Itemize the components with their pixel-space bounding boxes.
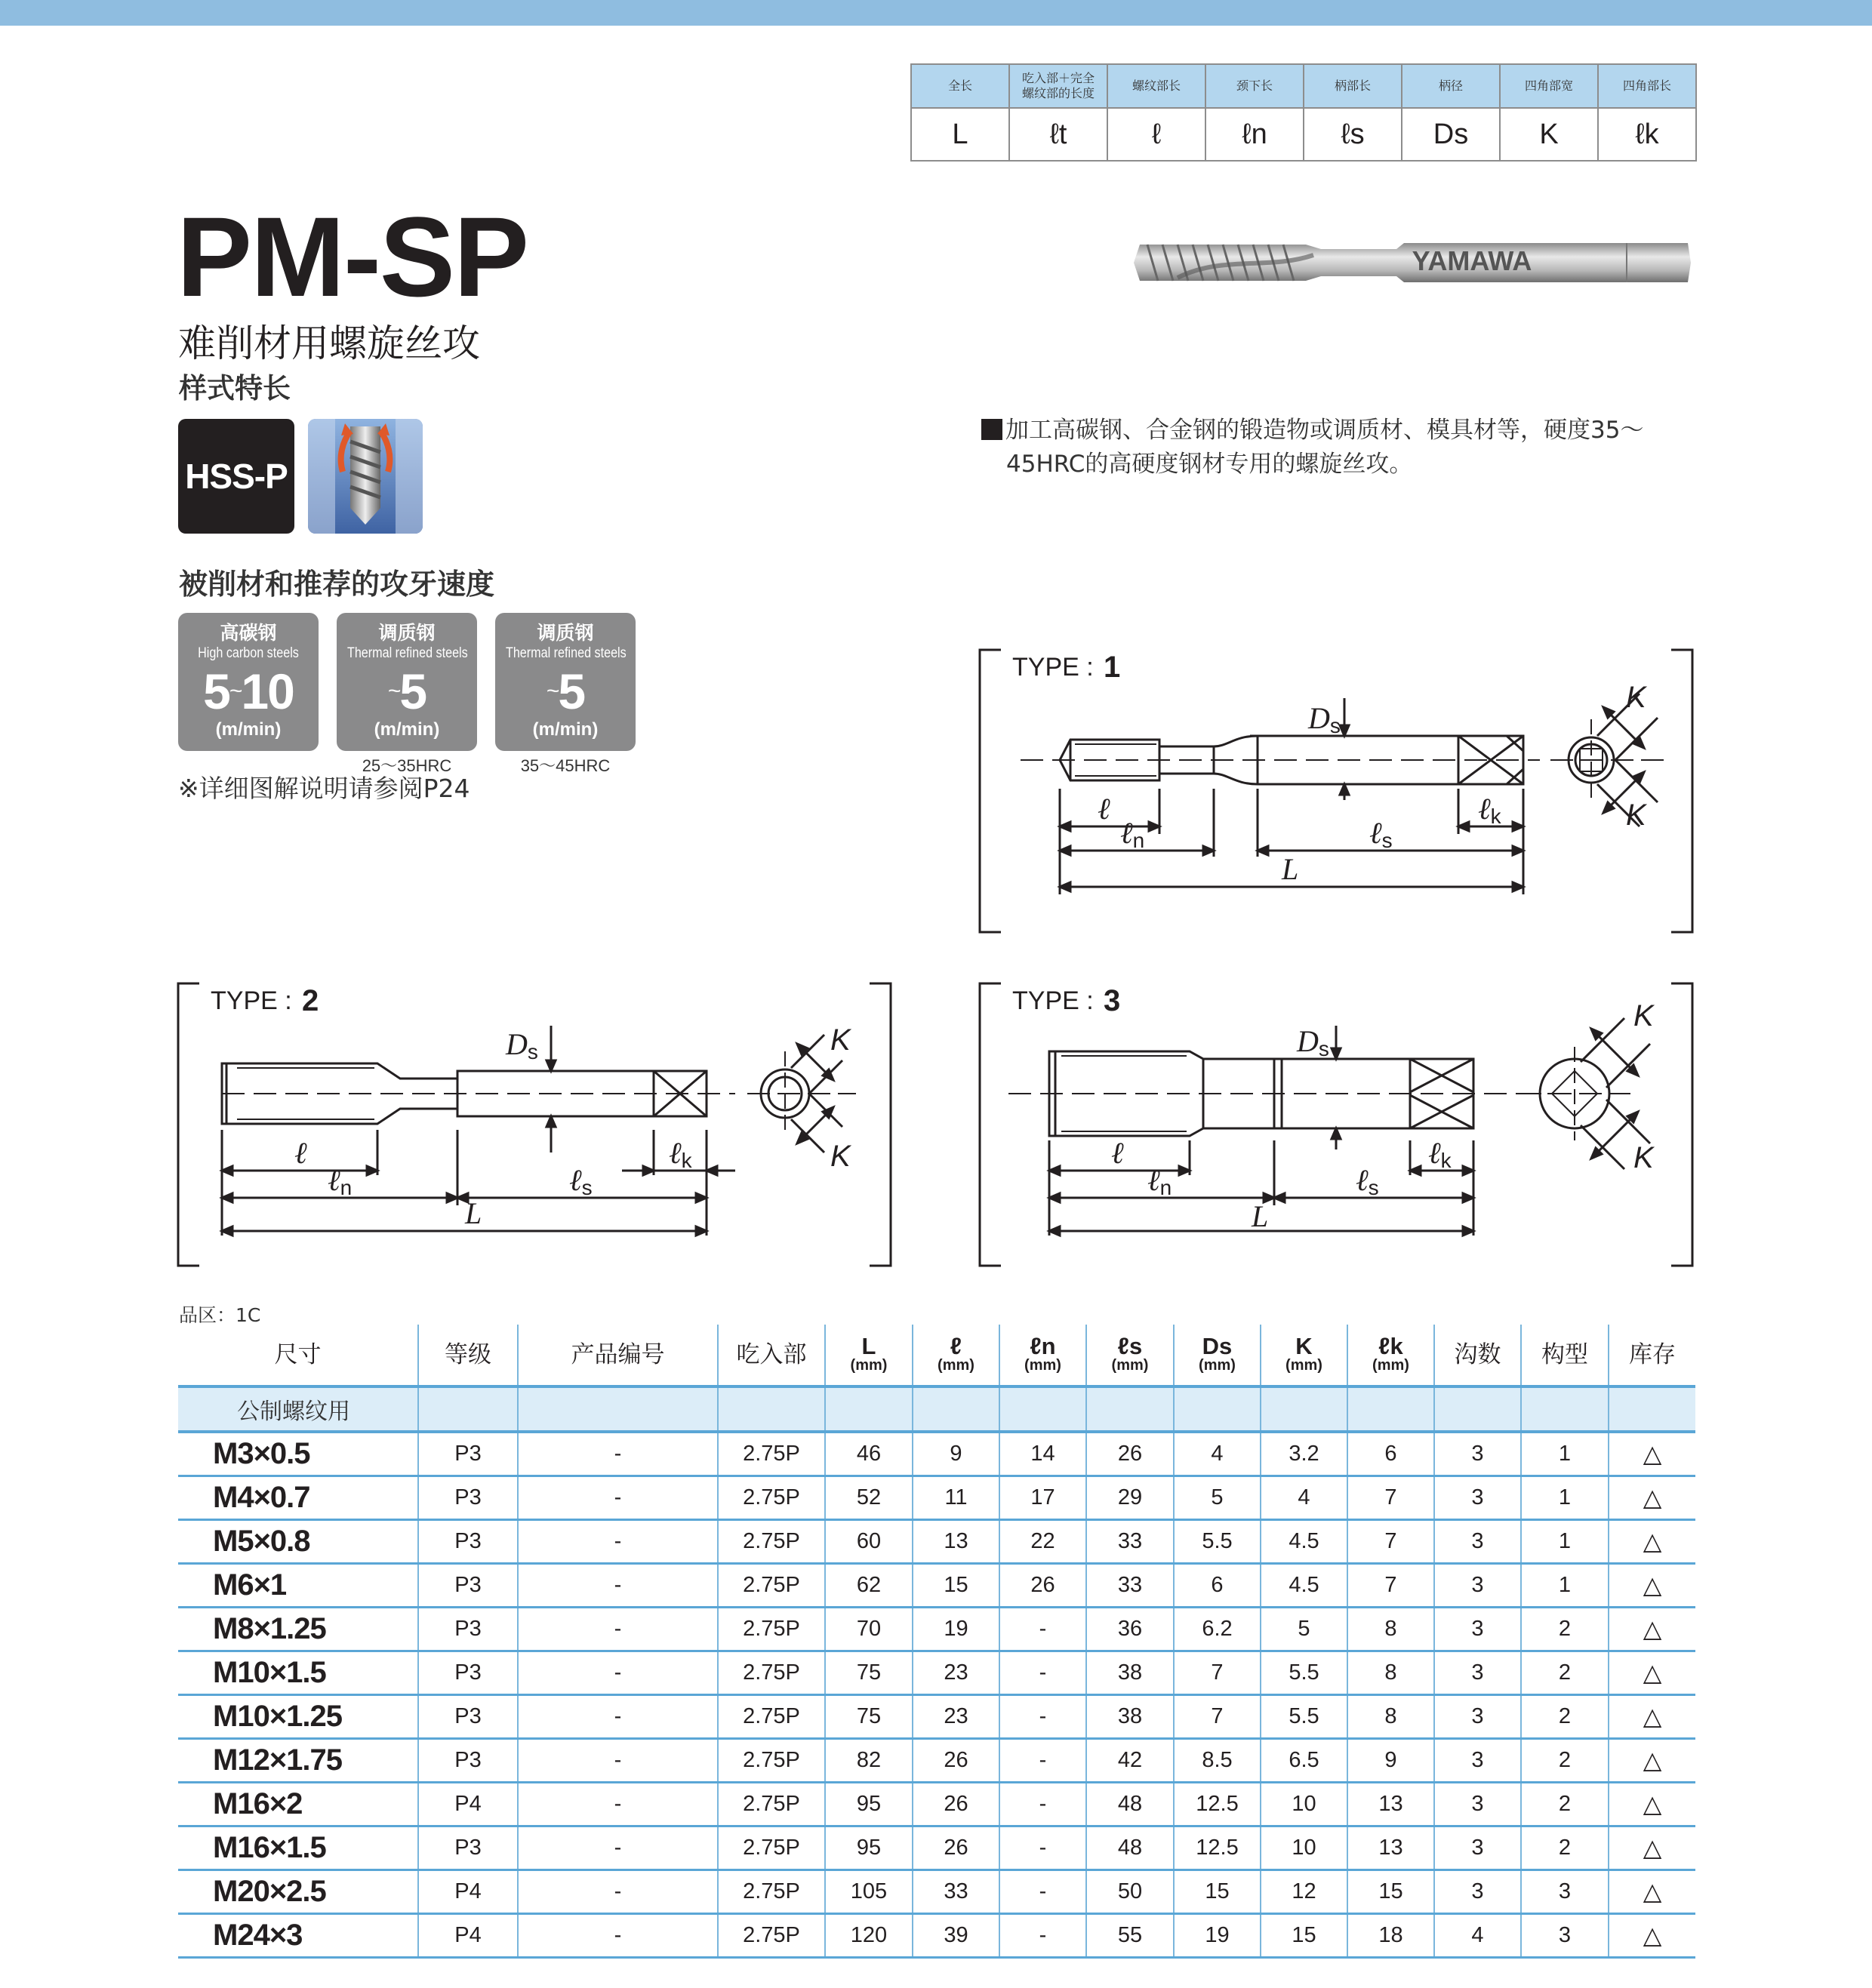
top-band bbox=[0, 0, 1872, 26]
table-cell: 6 bbox=[1347, 1432, 1434, 1476]
table-row bbox=[178, 1607, 1695, 1651]
table-cell: 38 bbox=[1086, 1694, 1174, 1738]
table-row bbox=[178, 1826, 1695, 1870]
column-header: ℓk (mm) bbox=[1347, 1325, 1434, 1386]
svg-text:Ds: Ds bbox=[1308, 701, 1341, 737]
group-cell bbox=[825, 1386, 913, 1432]
table-cell: 23 bbox=[913, 1694, 999, 1738]
group-label: 公制螺纹用 bbox=[178, 1386, 418, 1432]
table-cell: 5.5 bbox=[1261, 1694, 1347, 1738]
table-cell: △ bbox=[1609, 1476, 1695, 1519]
svg-text:ℓn: ℓn bbox=[1120, 816, 1145, 852]
table-cell: 9 bbox=[913, 1432, 999, 1476]
column-header: 产品编号 bbox=[518, 1325, 718, 1386]
table-row bbox=[178, 1870, 1695, 1913]
table-cell: 2.75P bbox=[718, 1607, 825, 1651]
svg-text:ℓk: ℓk bbox=[1428, 1136, 1452, 1172]
table-cell: - bbox=[518, 1476, 718, 1519]
legend-symbol-0: L bbox=[911, 108, 1009, 161]
table-cell: 15 bbox=[913, 1563, 999, 1607]
size-cell: M12×1.75 bbox=[178, 1738, 418, 1782]
table-cell: 39 bbox=[913, 1913, 999, 1957]
table-cell: 4 bbox=[1261, 1476, 1347, 1519]
table-cell: 2 bbox=[1521, 1738, 1609, 1782]
size-cell: M10×1.25 bbox=[178, 1694, 418, 1738]
table-cell: - bbox=[999, 1913, 1086, 1957]
table-cell: 8 bbox=[1347, 1651, 1434, 1694]
group-cell bbox=[1261, 1386, 1347, 1432]
table-row bbox=[178, 1651, 1695, 1694]
svg-text:ℓs: ℓs bbox=[1356, 1163, 1379, 1199]
table-cell: 60 bbox=[825, 1519, 913, 1563]
table-cell: 7 bbox=[1347, 1519, 1434, 1563]
table-cell: 2.75P bbox=[718, 1476, 825, 1519]
svg-text:K: K bbox=[830, 1023, 851, 1057]
speed-card-hrc: 25～35HRC bbox=[362, 756, 452, 775]
speed-card-value: ~5 bbox=[387, 663, 426, 719]
table-cell: - bbox=[999, 1607, 1086, 1651]
table-cell: 9 bbox=[1347, 1738, 1434, 1782]
table-cell: 23 bbox=[913, 1651, 999, 1694]
table-row bbox=[178, 1694, 1695, 1738]
table-cell: 18 bbox=[1347, 1913, 1434, 1957]
table-cell: △ bbox=[1609, 1870, 1695, 1913]
table-cell: 2.75P bbox=[718, 1694, 825, 1738]
table-cell: 10 bbox=[1261, 1826, 1347, 1870]
table-cell: P4 bbox=[418, 1913, 518, 1957]
table-cell: 3 bbox=[1434, 1870, 1521, 1913]
table-cell: - bbox=[518, 1870, 718, 1913]
group-cell bbox=[518, 1386, 718, 1432]
table-cell: 2.75P bbox=[718, 1738, 825, 1782]
table-cell: 50 bbox=[1086, 1870, 1174, 1913]
svg-text:ℓn: ℓn bbox=[328, 1163, 353, 1199]
table-cell: 2.75P bbox=[718, 1563, 825, 1607]
svg-text:ℓn: ℓn bbox=[1147, 1163, 1172, 1199]
table-cell: 38 bbox=[1086, 1651, 1174, 1694]
table-cell: 42 bbox=[1086, 1738, 1174, 1782]
table-cell: 1 bbox=[1521, 1563, 1609, 1607]
table-cell: 12.5 bbox=[1174, 1782, 1261, 1826]
size-cell: M10×1.5 bbox=[178, 1651, 418, 1694]
spec-table bbox=[178, 1325, 1695, 1959]
table-cell: - bbox=[518, 1432, 718, 1476]
size-cell: M8×1.25 bbox=[178, 1607, 418, 1651]
table-cell: △ bbox=[1609, 1607, 1695, 1651]
table-cell: 120 bbox=[825, 1913, 913, 1957]
size-cell: M16×2 bbox=[178, 1782, 418, 1826]
legend-symbol-4: ℓs bbox=[1304, 108, 1402, 161]
table-cell: 26 bbox=[1086, 1432, 1174, 1476]
svg-text:ℓ: ℓ bbox=[1111, 1136, 1124, 1170]
table-cell: 3 bbox=[1434, 1782, 1521, 1826]
table-cell: 8 bbox=[1347, 1694, 1434, 1738]
table-cell: - bbox=[518, 1651, 718, 1694]
table-cell: P3 bbox=[418, 1694, 518, 1738]
table-cell: 1 bbox=[1521, 1519, 1609, 1563]
table-cell: P3 bbox=[418, 1738, 518, 1782]
table-cell: 15 bbox=[1174, 1870, 1261, 1913]
table-cell: 17 bbox=[999, 1476, 1086, 1519]
table-cell: - bbox=[999, 1651, 1086, 1694]
table-cell: 4.5 bbox=[1261, 1563, 1347, 1607]
svg-text:K: K bbox=[1626, 681, 1646, 714]
type-1-number: 1 bbox=[1104, 651, 1121, 684]
table-cell: 2 bbox=[1521, 1607, 1609, 1651]
table-cell: 2.75P bbox=[718, 1519, 825, 1563]
table-cell: 3 bbox=[1434, 1476, 1521, 1519]
reference-note: ※详细图解说明请参阅P24 bbox=[178, 774, 470, 803]
column-header: 构型 bbox=[1521, 1325, 1609, 1386]
speed-card-material: 调质钢 bbox=[537, 622, 594, 644]
type-1-drawing bbox=[978, 645, 1694, 936]
column-header: 尺寸 bbox=[178, 1325, 418, 1386]
spiral-flute-icon bbox=[308, 419, 423, 534]
table-cell: 2.75P bbox=[718, 1432, 825, 1476]
table-cell: 10 bbox=[1261, 1782, 1347, 1826]
group-cell bbox=[1174, 1386, 1261, 1432]
speed-card-material-en: Thermal refined steels bbox=[346, 645, 468, 661]
table-row bbox=[178, 1913, 1695, 1957]
svg-text:Ds: Ds bbox=[506, 1027, 538, 1063]
table-cell: - bbox=[999, 1826, 1086, 1870]
table-cell: 7 bbox=[1347, 1563, 1434, 1607]
table-cell: 75 bbox=[825, 1651, 913, 1694]
table-row bbox=[178, 1782, 1695, 1826]
type-2-number: 2 bbox=[302, 984, 319, 1017]
table-cell: 4 bbox=[1174, 1432, 1261, 1476]
table-cell: P3 bbox=[418, 1826, 518, 1870]
legend-header-4: 柄部长 bbox=[1304, 64, 1402, 108]
table-cell: 33 bbox=[1086, 1519, 1174, 1563]
svg-text:L: L bbox=[1282, 852, 1299, 886]
table-cell: 3 bbox=[1434, 1432, 1521, 1476]
table-cell: P4 bbox=[418, 1870, 518, 1913]
table-cell: - bbox=[518, 1913, 718, 1957]
table-cell: 6 bbox=[1174, 1563, 1261, 1607]
table-cell: 2.75P bbox=[718, 1651, 825, 1694]
description-line-1: 加工高碳钢、合金钢的锻造物或调质材、模具材等，硬度35～ bbox=[1005, 417, 1644, 444]
type-2-drawing bbox=[177, 979, 894, 1269]
type-3-drawing bbox=[978, 979, 1694, 1269]
table-cell: P3 bbox=[418, 1519, 518, 1563]
table-cell: 52 bbox=[825, 1476, 913, 1519]
size-cell: M16×1.5 bbox=[178, 1826, 418, 1870]
table-cell: 48 bbox=[1086, 1826, 1174, 1870]
table-cell: 8 bbox=[1347, 1607, 1434, 1651]
table-cell: 33 bbox=[913, 1870, 999, 1913]
group-cell bbox=[1521, 1386, 1609, 1432]
column-header: ℓ (mm) bbox=[913, 1325, 999, 1386]
table-row bbox=[178, 1519, 1695, 1563]
size-cell: M5×0.8 bbox=[178, 1519, 418, 1563]
table-cell: - bbox=[999, 1694, 1086, 1738]
table-cell: - bbox=[518, 1694, 718, 1738]
table-cell: 5 bbox=[1261, 1607, 1347, 1651]
column-header: ℓn (mm) bbox=[999, 1325, 1086, 1386]
svg-text:ℓ: ℓ bbox=[1098, 792, 1110, 826]
table-cell: 2 bbox=[1521, 1826, 1609, 1870]
table-cell: 13 bbox=[1347, 1782, 1434, 1826]
svg-text:ℓk: ℓk bbox=[669, 1136, 692, 1172]
feature-label: 样式特长 bbox=[179, 372, 291, 405]
tap-photo bbox=[1132, 232, 1691, 293]
table-cell: - bbox=[999, 1738, 1086, 1782]
speed-card bbox=[178, 613, 319, 751]
table-cell: 8.5 bbox=[1174, 1738, 1261, 1782]
table-cell: 70 bbox=[825, 1607, 913, 1651]
table-cell: 15 bbox=[1347, 1870, 1434, 1913]
table-cell: - bbox=[518, 1519, 718, 1563]
column-header: 吃入部 bbox=[718, 1325, 825, 1386]
svg-text:K: K bbox=[1626, 799, 1646, 832]
legend-header-2: 螺纹部长 bbox=[1107, 64, 1205, 108]
svg-text:TYPE :: TYPE : bbox=[1012, 653, 1094, 682]
table-cell: 14 bbox=[999, 1432, 1086, 1476]
column-header: L (mm) bbox=[825, 1325, 913, 1386]
table-cell: 5 bbox=[1174, 1476, 1261, 1519]
dimension-legend bbox=[910, 63, 1697, 162]
size-cell: M20×2.5 bbox=[178, 1870, 418, 1913]
table-cell: 46 bbox=[825, 1432, 913, 1476]
table-cell: 36 bbox=[1086, 1607, 1174, 1651]
speed-card-unit: (m/min) bbox=[215, 719, 282, 740]
table-cell: 5.5 bbox=[1174, 1519, 1261, 1563]
svg-text:Ds: Ds bbox=[1297, 1024, 1329, 1060]
table-cell: 15 bbox=[1261, 1913, 1347, 1957]
column-header: 等级 bbox=[418, 1325, 518, 1386]
group-row bbox=[178, 1386, 1695, 1432]
legend-symbol-2: ℓ bbox=[1107, 108, 1205, 161]
table-cell: 3 bbox=[1434, 1519, 1521, 1563]
svg-text:ℓs: ℓs bbox=[569, 1163, 593, 1199]
table-cell: 3 bbox=[1434, 1738, 1521, 1782]
table-cell: 13 bbox=[1347, 1826, 1434, 1870]
table-cell: 3 bbox=[1434, 1607, 1521, 1651]
svg-text:ℓ: ℓ bbox=[294, 1136, 307, 1170]
legend-header-1: 吃入部＋完全 螺纹部的长度 bbox=[1009, 64, 1107, 108]
table-cell: 26 bbox=[999, 1563, 1086, 1607]
speed-card-material-en: Thermal refined steels bbox=[505, 645, 627, 661]
tap-brand-text: YAMAWA bbox=[1412, 245, 1532, 276]
speed-card-material: 高碳钢 bbox=[220, 622, 277, 644]
table-cell: - bbox=[518, 1563, 718, 1607]
table-cell: - bbox=[518, 1826, 718, 1870]
group-cell bbox=[718, 1386, 825, 1432]
group-cell bbox=[1347, 1386, 1434, 1432]
table-cell: 2.75P bbox=[718, 1782, 825, 1826]
table-cell: △ bbox=[1609, 1563, 1695, 1607]
table-cell: P4 bbox=[418, 1782, 518, 1826]
table-cell: 33 bbox=[1086, 1563, 1174, 1607]
table-cell: 11 bbox=[913, 1476, 999, 1519]
hss-p-badge: HSS-P bbox=[178, 419, 294, 534]
legend-header-0: 全长 bbox=[911, 64, 1009, 108]
speed-card-unit: (m/min) bbox=[374, 719, 440, 740]
svg-text:TYPE :: TYPE : bbox=[1012, 986, 1094, 1015]
group-cell bbox=[1609, 1386, 1695, 1432]
table-cell: 48 bbox=[1086, 1782, 1174, 1826]
table-cell: 12 bbox=[1261, 1870, 1347, 1913]
legend-header-7: 四角部长 bbox=[1598, 64, 1696, 108]
group-cell bbox=[1086, 1386, 1174, 1432]
table-cell: 62 bbox=[825, 1563, 913, 1607]
table-cell: 19 bbox=[1174, 1913, 1261, 1957]
table-cell: P3 bbox=[418, 1651, 518, 1694]
table-row bbox=[178, 1563, 1695, 1607]
speed-card-value: 5~10 bbox=[203, 663, 294, 719]
bullet-square-icon bbox=[981, 419, 1002, 440]
column-header: 沟数 bbox=[1434, 1325, 1521, 1386]
product-title: PM-SP bbox=[177, 193, 528, 320]
table-cell: 22 bbox=[999, 1519, 1086, 1563]
table-cell: △ bbox=[1609, 1913, 1695, 1957]
table-cell: - bbox=[518, 1738, 718, 1782]
speed-card bbox=[337, 613, 477, 751]
group-cell bbox=[999, 1386, 1086, 1432]
table-cell: 5.5 bbox=[1261, 1651, 1347, 1694]
table-cell: 6.5 bbox=[1261, 1738, 1347, 1782]
svg-text:L: L bbox=[1252, 1199, 1269, 1233]
table-cell: △ bbox=[1609, 1826, 1695, 1870]
table-cell: 75 bbox=[825, 1694, 913, 1738]
description-line-2: 45HRC的高硬度钢材专用的螺旋丝攻。 bbox=[1006, 451, 1413, 478]
svg-text:L: L bbox=[465, 1196, 482, 1230]
table-cell: 105 bbox=[825, 1870, 913, 1913]
table-cell: 1 bbox=[1521, 1476, 1609, 1519]
table-cell: 95 bbox=[825, 1782, 913, 1826]
table-cell: △ bbox=[1609, 1738, 1695, 1782]
group-cell bbox=[1434, 1386, 1521, 1432]
table-cell: 7 bbox=[1174, 1651, 1261, 1694]
table-cell: 29 bbox=[1086, 1476, 1174, 1519]
table-cell: 13 bbox=[913, 1519, 999, 1563]
table-cell: 6.2 bbox=[1174, 1607, 1261, 1651]
column-header: K (mm) bbox=[1261, 1325, 1347, 1386]
legend-header-6: 四角部宽 bbox=[1500, 64, 1598, 108]
product-description bbox=[981, 414, 1721, 482]
svg-text:ℓs: ℓs bbox=[1369, 816, 1393, 852]
svg-text:K: K bbox=[1633, 1141, 1654, 1174]
svg-text:ℓk: ℓk bbox=[1478, 792, 1501, 828]
type-3-number: 3 bbox=[1104, 984, 1121, 1017]
legend-symbol-6: K bbox=[1500, 108, 1598, 161]
table-cell: 4 bbox=[1434, 1913, 1521, 1957]
table-cell: 26 bbox=[913, 1782, 999, 1826]
table-cell: △ bbox=[1609, 1432, 1695, 1476]
svg-text:TYPE :: TYPE : bbox=[211, 986, 292, 1015]
table-cell: - bbox=[999, 1870, 1086, 1913]
table-cell: 12.5 bbox=[1174, 1826, 1261, 1870]
table-row bbox=[178, 1738, 1695, 1782]
table-row bbox=[178, 1476, 1695, 1519]
table-cell: 2 bbox=[1521, 1694, 1609, 1738]
table-cell: 2.75P bbox=[718, 1913, 825, 1957]
table-cell: P3 bbox=[418, 1607, 518, 1651]
size-cell: M24×3 bbox=[178, 1913, 418, 1957]
table-cell: - bbox=[999, 1782, 1086, 1826]
table-cell: 19 bbox=[913, 1607, 999, 1651]
table-cell: △ bbox=[1609, 1782, 1695, 1826]
legend-header-3: 颈下长 bbox=[1205, 64, 1304, 108]
group-cell bbox=[418, 1386, 518, 1432]
table-cell: P3 bbox=[418, 1563, 518, 1607]
table-cell: P3 bbox=[418, 1476, 518, 1519]
column-header: 库存 bbox=[1609, 1325, 1695, 1386]
legend-symbol-1: ℓt bbox=[1009, 108, 1107, 161]
speed-card-material: 调质钢 bbox=[378, 622, 436, 644]
svg-text:K: K bbox=[830, 1140, 851, 1173]
table-cell: 2 bbox=[1521, 1651, 1609, 1694]
svg-text:K: K bbox=[1633, 999, 1654, 1032]
column-header: Ds (mm) bbox=[1174, 1325, 1261, 1386]
product-area-label: 品区：1C bbox=[179, 1304, 261, 1326]
table-row bbox=[178, 1432, 1695, 1476]
speed-card-material-en: High carbon steels bbox=[198, 645, 299, 661]
table-cell: P3 bbox=[418, 1432, 518, 1476]
table-cell: - bbox=[518, 1782, 718, 1826]
table-cell: 2 bbox=[1521, 1782, 1609, 1826]
table-cell: 1 bbox=[1521, 1432, 1609, 1476]
table-cell: 95 bbox=[825, 1826, 913, 1870]
table-cell: 7 bbox=[1174, 1694, 1261, 1738]
table-cell: 82 bbox=[825, 1738, 913, 1782]
table-cell: △ bbox=[1609, 1694, 1695, 1738]
legend-symbol-3: ℓn bbox=[1205, 108, 1304, 161]
table-cell: 4.5 bbox=[1261, 1519, 1347, 1563]
table-cell: △ bbox=[1609, 1519, 1695, 1563]
speed-card-unit: (m/min) bbox=[532, 719, 599, 740]
speed-card-value: ~5 bbox=[546, 663, 585, 719]
table-cell: 3 bbox=[1434, 1651, 1521, 1694]
speed-card bbox=[495, 613, 636, 751]
table-cell: 3 bbox=[1521, 1870, 1609, 1913]
legend-header-5: 柄径 bbox=[1402, 64, 1500, 108]
table-cell: 3 bbox=[1434, 1563, 1521, 1607]
group-cell bbox=[913, 1386, 999, 1432]
table-cell: 2.75P bbox=[718, 1826, 825, 1870]
size-cell: M4×0.7 bbox=[178, 1476, 418, 1519]
table-cell: 26 bbox=[913, 1738, 999, 1782]
size-cell: M6×1 bbox=[178, 1563, 418, 1607]
table-cell: 3 bbox=[1434, 1694, 1521, 1738]
table-cell: - bbox=[518, 1607, 718, 1651]
speed-title: 被削材和推荐的攻牙速度 bbox=[179, 568, 495, 601]
table-cell: △ bbox=[1609, 1651, 1695, 1694]
table-cell: 26 bbox=[913, 1826, 999, 1870]
table-cell: 3 bbox=[1434, 1826, 1521, 1870]
table-cell: 3.2 bbox=[1261, 1432, 1347, 1476]
table-cell: 55 bbox=[1086, 1913, 1174, 1957]
size-cell: M3×0.5 bbox=[178, 1432, 418, 1476]
table-cell: 7 bbox=[1347, 1476, 1434, 1519]
legend-symbol-5: Ds bbox=[1402, 108, 1500, 161]
column-header: ℓs (mm) bbox=[1086, 1325, 1174, 1386]
table-cell: 3 bbox=[1521, 1913, 1609, 1957]
speed-card-hrc: 35～45HRC bbox=[520, 756, 611, 775]
product-subtitle: 难削材用螺旋丝攻 bbox=[178, 322, 480, 365]
legend-symbol-7: ℓk bbox=[1598, 108, 1696, 161]
table-cell: 2.75P bbox=[718, 1870, 825, 1913]
